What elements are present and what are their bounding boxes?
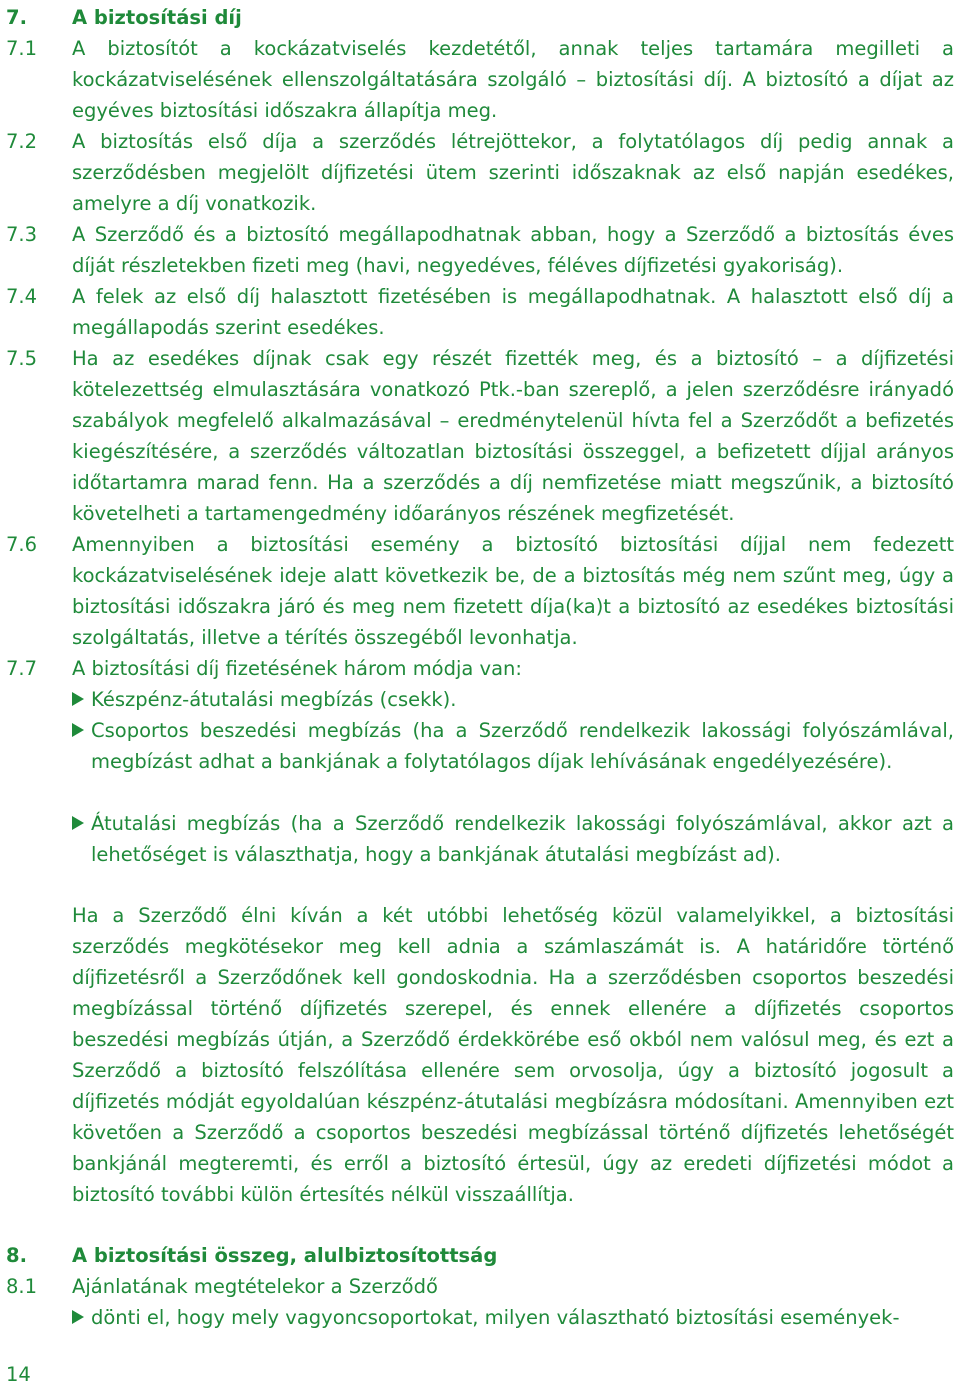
clause-number: 7.2 (6, 130, 38, 153)
clause-text: A biztosítót a kockázatviselés kezdetétől, annak teljes tartamára megilleti a kockázatviselésének ellenszolgáltatására szolgáló – biztosítási díj. A biztosító a díjat az egyéves biztosítási időszakra állapítja meg. (72, 37, 954, 122)
clause-number: 8.1 (6, 1275, 38, 1298)
clause-text: A biztosítás első díja a szerződés létrejöttekor, a folytatólagos díj pedig annak a szerződésben megjelölt díjfizetési ütem szerinti időszaknak az első napján esedékes, amelyre a díj vonatkozik. (72, 130, 954, 215)
clause-number: 7.7 (6, 657, 38, 680)
clause-number: 7.5 (6, 347, 38, 370)
clause-text: Ha az esedékes díjnak csak egy részét fizették meg, és a biztosító – a díjfizetési kötelezettség elmulasztására vonatkozó Ptk.-ban szereplő, a jelen szerződésre irányadó szabályok megfelelő alkalmazásával – eredménytelenül hívta fel a Szerződőt a befizetés kiegészítésére, a szerződés változatlan biztosítási összeggel, a befizetett díjjal arányos időtartamra marad fenn. Ha a szerződés a díj nemfizetése miatt megszűnik, a biztosító követelheti a tartamengedmény időarányos részének megfizetését. (72, 347, 954, 525)
clause-text: Ajánlatának megtételekor a Szerződő (72, 1275, 438, 1298)
clause-text: A biztosítási díj fizetésének három módja van: (72, 657, 522, 680)
bullet-text: dönti el, hogy mely vagyoncsoportokat, milyen választható biztosítási események- (91, 1306, 900, 1329)
section-title: A biztosítási díj (72, 6, 242, 29)
clause-text: A Szerződő és a biztosító megállapodhatnak abban, hogy a Szerződő a biztosítás éves díját részletekben fizeti meg (havi, negyedéves, féléves díjfizetési gyakoriság). (72, 223, 954, 277)
paragraph-text: Ha a Szerződő élni kíván a két utóbbi lehetőség közül valamelyikkel, a biztosítási szerződés megkötésekor meg kell adnia a számlaszámát is. A határidőre történő díjfizetésről a Szerződőnek kell gondoskodnia. Ha a szerződésben csoportos beszedési megbízással történő díjfizetés szerepel, és ennek ellenére a díjfizetés csoportos beszedési megbízás útján, a Szerződő érdekkörébe eső okból nem valósul meg, és ezt a Szerződő a biztosító felszólítása ellenére sem orvosolja, úgy a biztosító jogosult a díjfizetés módját egyoldalúan készpénz-átutalási megbízásra módosítani. Amennyiben ezt követően a Szerződő a csoportos beszedési megbízással történő díjfizetés lehetőségét bankjánál megteremti, és erről a biztosító értesül, úgy az eredeti díjfizetési módot a biztosító további külön értesítés nélkül visszaállítja. (72, 904, 954, 1206)
clause-text: A felek az első díj halasztott fizetésében is megállapodhatnak. A halasztott első díj a megállapodás szerint esedékes. (72, 285, 954, 339)
clause-text: Amennyiben a biztosítási esemény a biztosító biztosítási díjjal nem fedezett kockázatviselésének ideje alatt következik be, de a biztosítás még nem szűnt meg, úgy a biztosítási időszakra járó és meg nem fizetett díja(ka)t a biztosító az esedékes biztosítási szolgáltatás, illetve a térítés összegéből levonhatja. (72, 533, 954, 649)
clause-number: 7.4 (6, 285, 38, 308)
triangle-bullet-icon (72, 1310, 84, 1324)
bullet-text: Átutalási megbízás (ha a Szerződő rendelkezik lakossági folyószámlával, akkor azt a lehetőséget is választhatja, hogy a bankjának átutalási megbízást ad). (91, 812, 954, 866)
triangle-bullet-icon (72, 692, 84, 706)
bullet-text: Készpénz-átutalási megbízás (csekk). (91, 688, 457, 711)
section-number: 8. (6, 1244, 27, 1267)
page-number: 14 (6, 1363, 31, 1386)
bullet-text: Csoportos beszedési megbízás (ha a Szerződő rendelkezik lakossági folyószámlával, megbízást adhat a bankjának a folytatólagos díjak lehívásának engedélyezésére). (91, 719, 954, 773)
clause-number: 7.3 (6, 223, 38, 246)
clause-number: 7.6 (6, 533, 38, 556)
triangle-bullet-icon (72, 723, 84, 737)
section-title: A biztosítási összeg, alulbiztosítottság (72, 1244, 498, 1267)
clause-number: 7.1 (6, 37, 38, 60)
triangle-bullet-icon (72, 816, 84, 830)
section-number: 7. (6, 6, 27, 29)
